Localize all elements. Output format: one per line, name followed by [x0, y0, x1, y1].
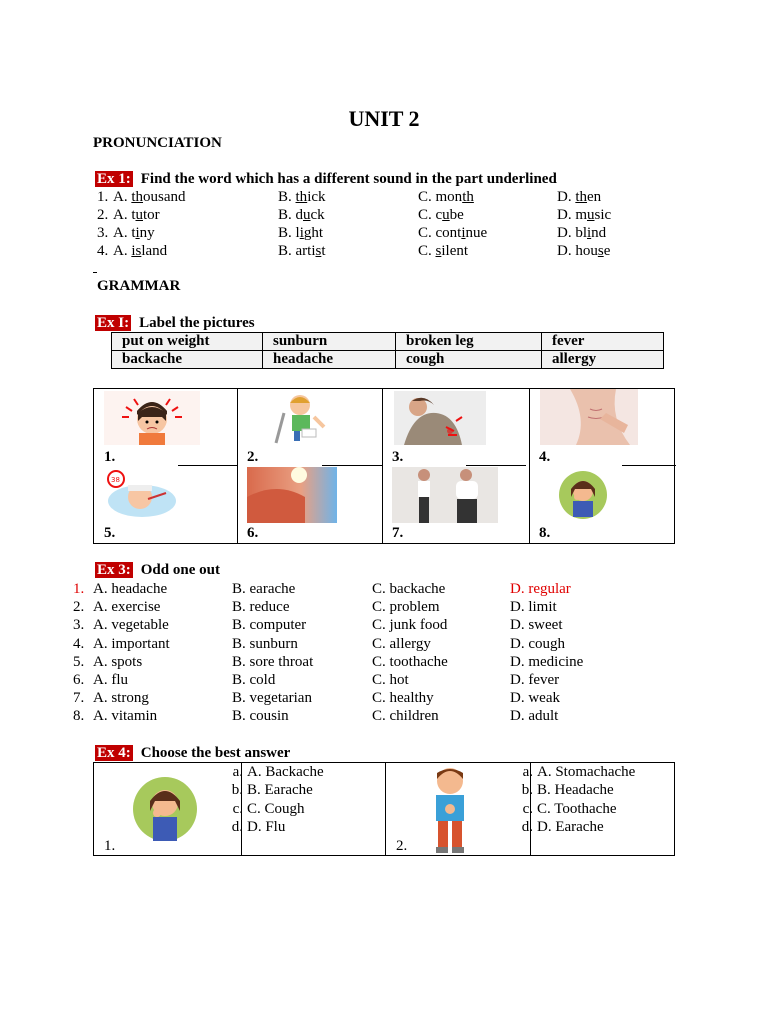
- grid-line: [529, 389, 530, 543]
- word-part: e: [603, 243, 611, 259]
- option-letter: c.: [232, 800, 243, 817]
- ex3-tag: Ex 3:: [97, 562, 131, 578]
- ex1-header: [95, 171, 557, 188]
- word-bank-cell: backache: [112, 351, 263, 369]
- ex3-instruction: Odd one out: [140, 562, 220, 578]
- underlined-part: i: [461, 225, 466, 241]
- grid-line: [237, 389, 238, 543]
- option-text: B. Earache: [247, 782, 313, 799]
- picture-number: 4.: [539, 449, 551, 465]
- answer-option[interactable]: [232, 764, 324, 782]
- sunburn-back-picture: [247, 467, 337, 523]
- underlined-part: th: [295, 189, 308, 205]
- picture-number: 7.: [392, 525, 404, 541]
- ex1-option-c: [418, 243, 468, 260]
- ex3-option-b: B. cold: [232, 672, 276, 688]
- word-part: ilent: [441, 243, 469, 259]
- underlined-part: i: [135, 225, 140, 241]
- ex3-option-d: D. fever: [510, 672, 560, 688]
- ex3-option-a: A. vitamin: [93, 708, 158, 725]
- ex1-tag: Ex 1:: [97, 171, 131, 187]
- word-part: ck: [310, 207, 325, 223]
- ex3-row: [0, 654, 768, 672]
- option-letter: d.: [521, 818, 533, 835]
- ex3-option-a: A. important: [93, 635, 170, 652]
- underlined-part: i: [299, 225, 304, 241]
- word-part: ght: [303, 225, 324, 241]
- word-part: C. c: [418, 207, 443, 223]
- ex3-option-c: C. children: [372, 708, 439, 725]
- choose-answer-table: [93, 762, 675, 856]
- ex3-option-c: C. hot: [372, 672, 409, 688]
- word-part: nue: [465, 225, 488, 241]
- underlined-part: u: [442, 207, 450, 223]
- ex3-row: [0, 599, 768, 617]
- ex1-row: [0, 189, 768, 207]
- word-part: D. bl: [557, 225, 587, 241]
- ex3-option-b: B. sunburn: [232, 635, 298, 652]
- picture-number: 2.: [247, 449, 259, 465]
- answer-option[interactable]: [522, 800, 617, 819]
- word-part: D. m: [557, 207, 587, 223]
- neck-allergy-picture: [540, 389, 638, 445]
- answer-option[interactable]: [521, 782, 614, 800]
- ex3-row: [0, 636, 768, 654]
- grid-line: [466, 465, 526, 466]
- option-text: A. Backache: [247, 764, 324, 780]
- underlined-part: u: [135, 207, 143, 223]
- ex3-option-c: C. allergy: [372, 635, 431, 652]
- weight-gain-woman-picture: [392, 467, 498, 523]
- ex3-option-d: D. regular: [510, 581, 571, 597]
- ex3-number: 5.: [73, 653, 85, 670]
- ex3-row: [0, 672, 768, 690]
- ex1-option-d: [557, 243, 610, 260]
- option-letter: d.: [231, 818, 243, 835]
- ex1-instruction: Find the word which has a different sound in the part underlined: [140, 171, 557, 187]
- picture-grid: [93, 388, 675, 544]
- ex3-number: 1.: [73, 581, 85, 597]
- ex1-number: 3.: [97, 225, 109, 241]
- ex3-option-d: D. medicine: [510, 653, 584, 670]
- option-text: C. Toothache: [537, 800, 617, 817]
- word-part: ick: [307, 189, 326, 205]
- pronunciation-heading: PRONUNCIATION: [93, 135, 222, 151]
- underlined-part: s: [597, 243, 604, 259]
- word-part: A. t: [113, 207, 136, 223]
- ex3-option-c: C. backache: [372, 581, 446, 597]
- picture-number: 8.: [539, 525, 551, 541]
- broken-leg-child-picture: [254, 391, 350, 447]
- word-part: D. hou: [557, 243, 598, 259]
- word-part: t: [321, 243, 326, 259]
- option-text: B. Headache: [537, 782, 614, 799]
- ex3-option-b: B. reduce: [232, 599, 290, 616]
- ex1-option-a: [113, 225, 155, 242]
- ex1-option-b: [278, 189, 326, 206]
- ex3-row: [0, 708, 768, 726]
- ex1-option-b: [278, 207, 325, 224]
- ex3-number: 2.: [73, 599, 85, 616]
- option-letter: b.: [521, 782, 533, 799]
- option-letter: a.: [232, 764, 243, 780]
- option-text: D. Flu: [247, 818, 286, 835]
- divider-mark: [93, 272, 97, 273]
- ex3-option-a: A. exercise: [93, 599, 161, 616]
- coughing-girl-picture: [127, 773, 203, 843]
- word-part: B. d: [278, 207, 304, 223]
- word-part: ousand: [143, 189, 186, 205]
- ex4-header: [95, 745, 290, 762]
- word-part: B. l: [278, 225, 300, 241]
- stomachache-boy-picture: [420, 765, 482, 855]
- underlined-part: s: [435, 243, 442, 259]
- ex3-row: [0, 581, 768, 599]
- answer-option[interactable]: [231, 782, 313, 800]
- word-part: en: [587, 189, 602, 205]
- ex3-option-d: D. sweet: [510, 617, 563, 634]
- question-number: 2.: [396, 838, 408, 854]
- ex3-option-d: D. weak: [510, 690, 560, 707]
- coughing-girl-picture: [549, 469, 617, 521]
- word-part: C.: [418, 243, 436, 259]
- ex-i-instruction: Label the pictures: [139, 315, 255, 331]
- picture-number: 1.: [104, 449, 116, 465]
- ex3-row: [0, 617, 768, 635]
- answer-option[interactable]: [522, 764, 636, 782]
- word-part: A.: [113, 243, 132, 259]
- ex1-number: 4.: [97, 243, 109, 259]
- ex3-option-a: A. flu: [93, 672, 128, 688]
- ex3-option-b: B. vegetarian: [232, 690, 312, 707]
- ex-i-tag: Ex I:: [97, 315, 130, 331]
- underlined-part: i: [587, 225, 592, 241]
- svg-text:38: 38: [111, 476, 120, 484]
- ex3-option-a: A. spots: [93, 653, 143, 670]
- page-title: UNIT 2: [348, 106, 420, 131]
- ex3-option-b: B. sore throat: [232, 653, 314, 670]
- ex3-option-c: C. healthy: [372, 690, 434, 707]
- ex3-option-c: C. problem: [372, 599, 440, 616]
- backache-woman-picture: [394, 391, 486, 445]
- word-part: tor: [143, 207, 160, 223]
- word-part: be: [449, 207, 464, 223]
- grammar-heading: GRAMMAR: [97, 278, 181, 294]
- option-text: A. Stomachache: [537, 764, 636, 780]
- word-bank-cell: put on weight: [112, 333, 263, 351]
- word-part: C. mon: [418, 189, 463, 205]
- ex3-number: 3.: [73, 617, 85, 634]
- ex1-option-d: [557, 225, 606, 242]
- ex3-option-b: B. cousin: [232, 708, 289, 725]
- underlined-part: th: [131, 189, 144, 205]
- ex1-option-c: [418, 207, 464, 224]
- ex3-option-d: D. limit: [510, 599, 557, 616]
- ex3-option-a: A. vegetable: [93, 617, 169, 634]
- ex3-option-d: D. cough: [510, 635, 565, 652]
- word-part: C. cont: [418, 225, 462, 241]
- word-bank-cell: sunburn: [263, 333, 396, 351]
- ex1-row: [0, 225, 768, 243]
- answer-option[interactable]: [231, 818, 286, 837]
- question-number: 1.: [104, 838, 116, 854]
- answer-option[interactable]: [232, 800, 305, 819]
- option-letter: b.: [231, 782, 243, 799]
- ex3-row: [0, 690, 768, 708]
- option-letter: c.: [522, 800, 533, 817]
- word-part: ny: [139, 225, 155, 241]
- ex1-row: [0, 243, 768, 261]
- ex3-option-c: C. junk food: [372, 617, 448, 634]
- grid-line: [622, 465, 676, 466]
- ex1-option-c: [418, 189, 474, 206]
- picture-number: 3.: [392, 449, 404, 465]
- underlined-part: is: [131, 243, 142, 259]
- ex3-option-b: B. computer: [232, 617, 307, 634]
- ex-i-header: [95, 315, 255, 332]
- word-bank-cell: fever: [542, 333, 664, 351]
- ex3-number: 6.: [73, 672, 85, 688]
- ex1-number: 1.: [97, 189, 109, 205]
- ex3-option-b: B. earache: [232, 581, 296, 597]
- ex1-option-d: [557, 207, 611, 224]
- word-bank-cell: headache: [263, 351, 396, 369]
- ex1-option-a: [113, 243, 167, 260]
- ex1-option-c: [418, 225, 487, 242]
- ex4-tag: Ex 4:: [97, 745, 131, 761]
- word-bank-cell: cough: [396, 351, 542, 369]
- word-bank-table: [111, 332, 664, 369]
- underlined-part: th: [575, 189, 588, 205]
- grid-line: [178, 465, 238, 466]
- ex1-option-d: [557, 189, 601, 206]
- word-bank-cell: allergy: [542, 351, 664, 369]
- word-part: A. t: [113, 225, 136, 241]
- underlined-part: th: [462, 189, 474, 205]
- option-text: C. Cough: [247, 800, 305, 817]
- grid-line: [322, 465, 382, 466]
- ex3-number: 8.: [73, 708, 85, 725]
- picture-number: 5.: [104, 525, 116, 541]
- ex3-header: [95, 562, 220, 579]
- fever-child-thermometer-picture: [102, 467, 180, 521]
- word-part: nd: [591, 225, 607, 241]
- grid-line: [382, 389, 383, 543]
- word-bank-cell: broken leg: [396, 333, 542, 351]
- ex3-option-c: C. toothache: [372, 653, 448, 670]
- word-part: B.: [278, 189, 296, 205]
- option-text: D. Earache: [537, 818, 604, 835]
- underlined-part: s: [315, 243, 322, 259]
- grid-line: [385, 763, 386, 855]
- underlined-part: u: [303, 207, 311, 223]
- ex3-option-d: D. adult: [510, 708, 559, 725]
- word-part: land: [141, 243, 168, 259]
- ex1-row: [0, 207, 768, 225]
- word-part: B. arti: [278, 243, 316, 259]
- ex3-option-a: A. headache: [93, 581, 168, 597]
- ex1-option-a: [113, 207, 160, 224]
- ex1-option-b: [278, 243, 326, 260]
- ex1-number: 2.: [97, 207, 109, 223]
- ex3-number: 7.: [73, 690, 85, 707]
- word-part: D.: [557, 189, 576, 205]
- ex1-option-a: [113, 189, 186, 206]
- underlined-part: u: [587, 207, 595, 223]
- headache-child-picture: [104, 391, 200, 445]
- ex1-option-b: [278, 225, 323, 242]
- word-part: sic: [594, 207, 612, 223]
- ex3-option-a: A. strong: [93, 690, 149, 707]
- ex4-instruction: Choose the best answer: [140, 745, 291, 761]
- answer-option[interactable]: [521, 818, 604, 837]
- option-letter: a.: [522, 764, 533, 780]
- picture-number: 6.: [247, 525, 259, 541]
- word-part: A.: [113, 189, 132, 205]
- ex3-number: 4.: [73, 635, 85, 652]
